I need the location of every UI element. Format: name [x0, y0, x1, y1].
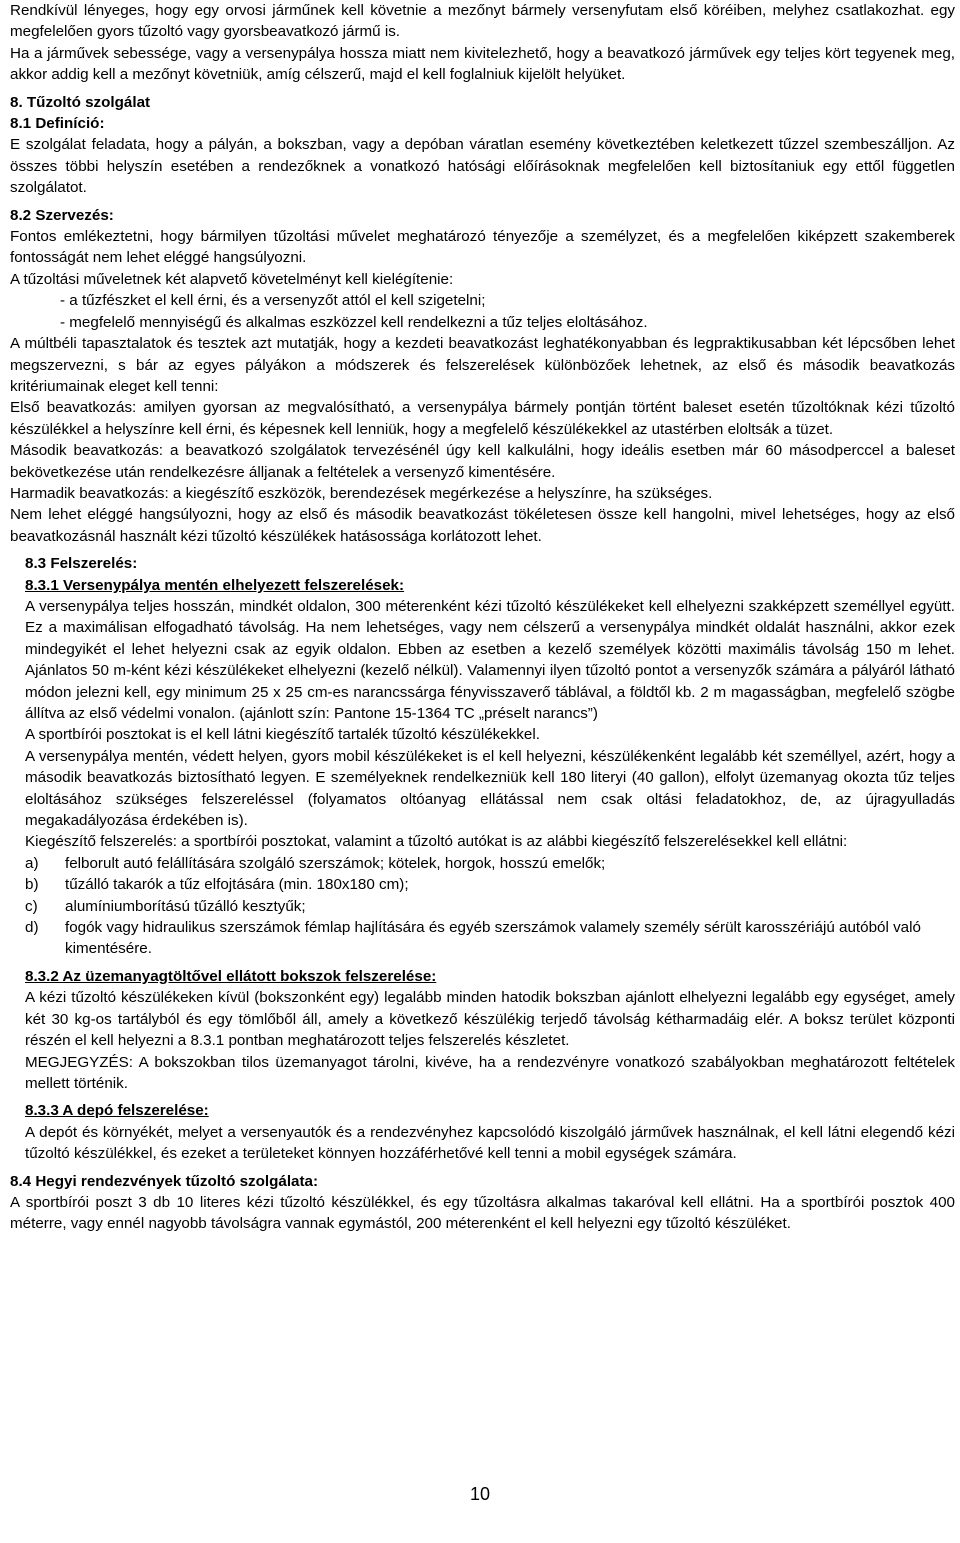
section-8-2-paragraph-1: Fontos emlékeztetni, hogy bármilyen tűzoltási művelet meghatározó tényezője a személyzet, és a megfelelően kiképzett szakemberek fontosságát nem lehet eléggé hangsúlyozni. — [10, 228, 955, 267]
list-item-label: b) — [25, 876, 39, 894]
requirement-dash-2: - megfelelő mennyiségű és alkalmas eszközzel kell rendelkezni a tűz teljes eloltásához. — [60, 313, 648, 331]
section-8-3-1-paragraph-4: Kiegészítő felszerelés: a sportbírói posztokat, valamint a tűzoltó autókat is az alábbi kiegészítő felszerelésekkel kell ellátni: — [25, 833, 848, 851]
section-8-2-title: 8.2 Szervezés: — [10, 206, 114, 224]
section-8-3-3-title: 8.3.3 A depó felszerelése: — [25, 1102, 209, 1120]
list-item — [25, 917, 955, 960]
list-item-label: d) — [25, 919, 39, 937]
section-8-1-title: 8.1 Definíció: — [10, 115, 105, 133]
list-item-label: a) — [25, 854, 39, 872]
section-8-2-paragraph-2: A tűzoltási műveletnek két alapvető követelményt kell kielégítenie: — [10, 270, 454, 288]
section-8-3-2-note: MEGJEGYZÉS: A bokszokban tilos üzemanyagot tárolni, kivéve, ha a rendezvényre vonatkozó szabályokban meghatározott feltételek mellett történik. — [25, 1053, 955, 1092]
section-8-4-paragraph: A sportbírói poszt 3 db 10 literes kézi tűzoltó készülékkel, és egy tűzoltásra alkalmas takaróval kell ellátni. Ha a sportbírói posztok 400 méterre, vagy ennél nagyobb távolságra vannak egymástól, 200 méterenként el kell helyezni egy tűzoltó készüléket. — [10, 1193, 955, 1233]
section-8-3-2-title: 8.3.2 Az üzemanyagtöltővel ellátott bokszok felszerelése: — [25, 967, 437, 985]
document-page — [10, 0, 955, 1235]
list-item — [25, 874, 955, 895]
section-8-1-text: E szolgálat feladata, hogy a pályán, a bokszban, vagy a depóban váratlan esemény következtében keletkezett tűzzel szembeszálljon. Az összes többi helyszín esetében a rendezőknek a vonatkozó hatósági előírásoknak megfelelően kell biztosítaniuk egy ettől független szolgálatot. — [10, 136, 955, 197]
first-intervention-paragraph: Első beavatkozás: amilyen gyorsan az megvalósítható, a versenypálya bármely pontján történt baleset esetén tűzoltóknak kézi tűzoltó készülékkel a helyszínre kell érni, és képesnek kell lenniük, hogy a megfelelő készülékekkel az utastérben eloltsák a tüzet. — [10, 399, 955, 438]
section-8-3-1-paragraph-3: A versenypálya mentén, védett helyen, gyors mobil készülékeket is el kell helyezni, készülékenként legalább két személlyel, azért, hogy a második beavatkozás biztosítható legyen. E személyeknek rendelkezniük kell 180 literyi (40 gallon), elfolyt üzemanyag okozta tűz teljes eloltásához szükséges felszereléssel (folyamatos oltóanyag ellátással nem csak oltási feladatokhoz, de, az újragyulladás megakadályozása érdekében is). — [25, 747, 955, 830]
section-8-title: 8. Tűzoltó szolgálat — [10, 93, 151, 111]
section-8-3-title: 8.3 Felszerelés: — [25, 555, 138, 573]
list-item-text: felborult autó felállítására szolgáló szerszámok; kötelek, horgok, hosszú emelők; — [65, 854, 606, 872]
section-8-4-title: 8.4 Hegyi rendezvények tűzoltó szolgálata: — [10, 1172, 319, 1190]
list-item — [25, 896, 955, 917]
list-item-text: fogók vagy hidraulikus szerszámok fémlap hajlítására és egyéb szerszámok valamely személy sérült karosszériájú autóból való kimentésére. — [65, 919, 921, 958]
third-intervention-paragraph: Harmadik beavatkozás: a kiegészítő eszközök, berendezések megérkezése a helyszínre, ha szükséges. — [10, 484, 713, 502]
list-item-text: tűzálló takarók a tűz elfojtására (min. 180x180 cm); — [65, 876, 409, 894]
requirement-dash-1: - a tűzfészket el kell érni, és a versenyzőt attól el kell szigetelni; — [60, 292, 486, 310]
section-8-3-2-paragraph-1: A kézi tűzoltó készülékeken kívül (bokszonként egy) legalább minden hatodik bokszban ajánlott elhelyezni legalább egy egységet, amely két 30 kg-os tartályból és egy tömlőből áll, amely a következő készülékig terjedő távolság kétharmadáig elér. A boksz terület központi részén el kell helyezni a 8.3.1 pontban meghatározott teljes felszerelés készletet. — [25, 989, 955, 1050]
list-item — [25, 853, 955, 874]
list-item-text: alumíniumborítású tűzálló kesztyűk; — [65, 897, 306, 915]
coordination-paragraph: Nem lehet eléggé hangsúlyozni, hogy az első és második beavatkozást tökéletesen össze kell hangolni, mivel lehetséges, hogy az első beavatkozásnál használt kézi tűzoltó készülékek hatásossága korlátozott lehet. — [10, 506, 955, 545]
intro-paragraph-1: Rendkívül lényeges, hogy egy orvosi járműnek kell követnie a mezőnyt bármely versenyfutam első köréiben, melyhez csatlakozhat. egy megfelelően gyors tűzoltó vagy gyorsbeavatkozó jármű is. — [10, 2, 955, 41]
section-8-3-1-paragraph-1: A versenypálya teljes hosszán, mindkét oldalon, 300 méterenként kézi tűzoltó készülékeket kell elhelyezni szakképzett személlyel együtt. Ez a maximálisan elfogadható távolság. Ha nem lehetséges, vagy nem célszerű a versenypálya mindkét oldalát használni, akkor ezek mindegyikét el lehet helyezni csak az egyik oldalon. Ebben az esetben a kezelő személyek közötti maximális távolság 150 m lehet. Ajánlatos 50 m-ként kézi készülékeket elhelyezni (kezelő nélkül). Valamennyi ilyen tűzoltó pontot a versenyzők számára a pályáról látható módon jelezni kell, egy minimum 25 x 25 cm-es narancssárga fényvisszaverő táblával, a földtől kb. 2 m magasságban, megfelelő szögbe állítva az első védelmi vonalon. (ajánlott szín: Pantone 15-1364 TC „préselt narancs”) — [25, 597, 955, 722]
section-8-3-1-title: 8.3.1 Versenypálya mentén elhelyezett felszerelések: — [25, 576, 405, 594]
second-intervention-paragraph: Második beavatkozás: a beavatkozó szolgálatok tervezésénél úgy kell kalkulálni, hogy ideális esetben már 60 másodperccel a baleset bekövetkezése után rendelkezésre álljanak a feltételek a versenyző kimentésére. — [10, 442, 955, 481]
page-number: 10 — [469, 1484, 491, 1504]
intro-paragraph-2: Ha a járművek sebessége, vagy a versenypálya hossza miatt nem kivitelezhető, hogy a beavatkozó járművek egy teljes kört tegyenek meg, akkor addig kell a mezőnyt követniük, amíg célszerű, majd el kell foglalniuk kijelölt helyüket. — [10, 44, 955, 84]
list-item-label: c) — [25, 897, 38, 915]
section-8-2-paragraph-3: A múltbéli tapasztalatok és tesztek azt mutatják, hogy a kezdeti beavatkozást leghatékonyabban és legpraktikusabban két lépcsőben lehet megszervezni, s bár az egyes pályákon a módszerek és felszerelések különbözőek lehetnek, az első és második beavatkozás kritériumainak eleget kell tenni: — [10, 335, 955, 395]
section-8-3-3-paragraph: A depót és környékét, melyet a versenyautók és a rendezvényhez kapcsolódó kiszolgáló járművek használnak, el kell látni elegendő kézi tűzoltó készülékkel, és ezeket a területeket könnyen hozzáférhetővé kell tenni a mobil egységek számára. — [25, 1123, 955, 1163]
section-8-3-1-paragraph-2: A sportbírói posztokat is el kell látni kiegészítő tartalék tűzoltó készülékekkel. — [25, 726, 540, 744]
